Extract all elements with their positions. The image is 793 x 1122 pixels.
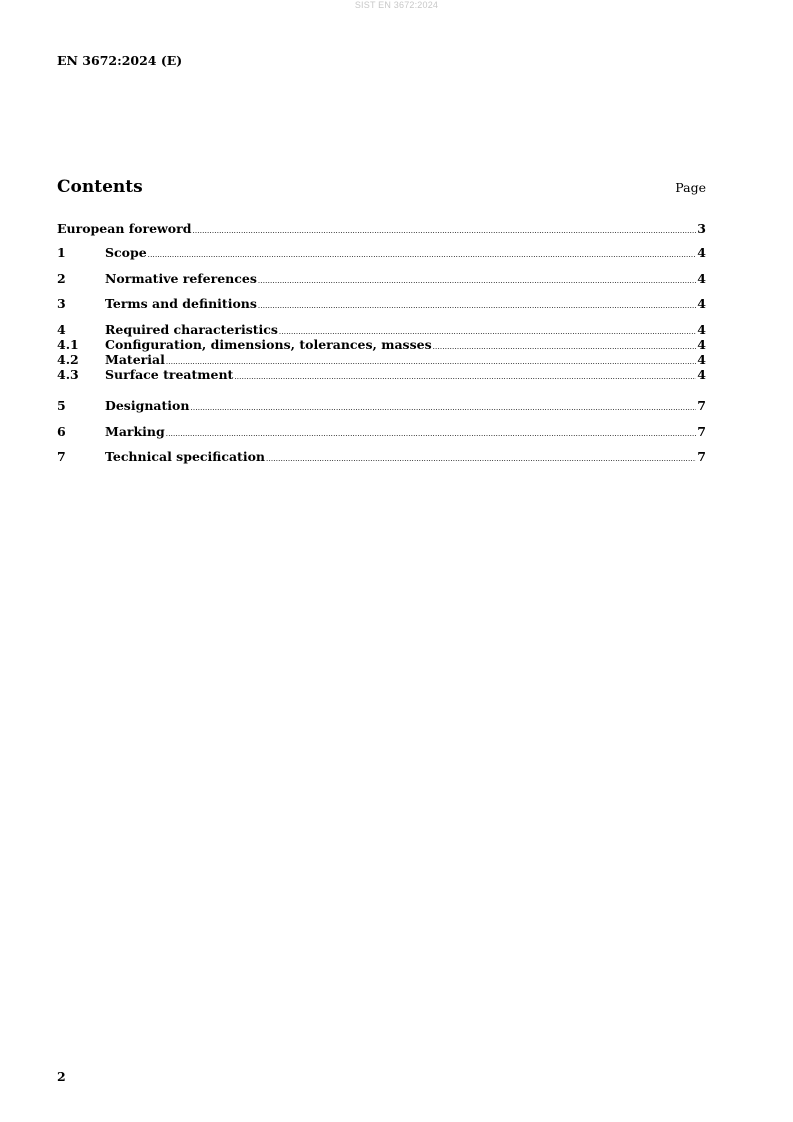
toc-entry-title: Terms and definitions	[105, 296, 257, 311]
toc-entry-title: Scope	[105, 245, 147, 260]
toc-leader-dots	[258, 274, 696, 289]
toc-entry-title: Surface treatment	[105, 367, 234, 382]
toc-entry-technical-specification[interactable]	[57, 449, 706, 464]
watermark: SIST EN 3672:2024	[354, 0, 439, 10]
toc-entry-title: Configuration, dimensions, tolerances, masses	[105, 337, 432, 352]
toc-entry-terms-and-definitions[interactable]	[57, 296, 706, 311]
toc-entry-normative-references[interactable]	[57, 271, 706, 286]
toc-entry-number: 4.3	[57, 367, 79, 382]
toc-entry-number: 3	[57, 296, 66, 311]
toc-entry-european-foreword[interactable]	[57, 221, 706, 236]
toc-entry-title: Normative references	[105, 271, 257, 286]
toc-entry-page: 4	[697, 367, 706, 382]
toc-entry-title: European foreword	[57, 221, 192, 236]
toc-entry-page: 4	[697, 296, 706, 311]
toc-entry-page: 4	[697, 337, 706, 352]
toc-entry-title: Technical specification	[105, 449, 266, 464]
toc-entry-page: 3	[697, 221, 706, 236]
toc-leader-dots	[192, 224, 696, 239]
toc-entry-number: 1	[57, 245, 66, 260]
toc-entry-title: Marking	[105, 424, 165, 439]
toc-entry-number: 7	[57, 449, 66, 464]
toc-entry-page: 7	[697, 424, 706, 439]
toc-entry-number: 2	[57, 271, 66, 286]
toc-entry-page: 4	[697, 245, 706, 260]
toc-entry-number: 4	[57, 322, 66, 337]
toc-entry-material[interactable]	[57, 352, 706, 367]
toc-entry-number: 4.1	[57, 337, 79, 352]
toc-entry-number: 5	[57, 398, 66, 413]
page-column-label: Page	[675, 180, 706, 195]
toc-entry-page: 7	[697, 449, 706, 464]
page-number: 2	[57, 1069, 66, 1084]
toc-entry-page: 4	[697, 322, 706, 337]
document-id: EN 3672:2024 (E)	[57, 53, 183, 68]
toc-entry-number: 4.2	[57, 352, 79, 367]
toc-entry-required-characteristics[interactable]	[57, 322, 706, 337]
toc-leader-dots	[166, 427, 697, 442]
toc-entry-page: 4	[697, 271, 706, 286]
toc-leader-dots	[148, 248, 697, 263]
toc-entry-number: 6	[57, 424, 66, 439]
toc-entry-title: Required characteristics	[105, 322, 278, 337]
toc-leader-dots	[258, 299, 696, 314]
toc-entry-configuration[interactable]	[57, 337, 706, 352]
toc-entry-scope[interactable]	[57, 245, 706, 260]
contents-header	[57, 177, 706, 197]
toc-leader-dots	[234, 370, 696, 385]
toc-leader-dots	[266, 452, 696, 467]
toc-leader-dots	[190, 401, 696, 416]
contents-title: Contents	[57, 177, 143, 197]
toc-entry-marking[interactable]	[57, 424, 706, 439]
toc-entry-page: 7	[697, 398, 706, 413]
toc-entry-title: Designation	[105, 398, 190, 413]
toc-entry-page: 4	[697, 352, 706, 367]
toc-entry-surface-treatment[interactable]	[57, 367, 706, 382]
toc-entry-title: Material	[105, 352, 165, 367]
toc-entry-designation[interactable]	[57, 398, 706, 413]
